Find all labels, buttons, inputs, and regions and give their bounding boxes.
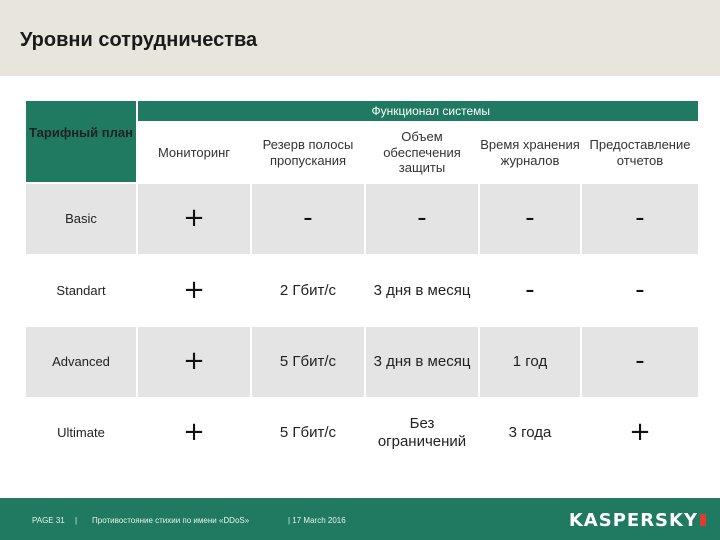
- table-cell: -: [582, 184, 698, 254]
- table-cell: -: [480, 256, 580, 326]
- footer-separator: |: [75, 516, 78, 525]
- row-header-basic: Basic: [26, 184, 136, 254]
- table-cell: +: [138, 398, 250, 468]
- table-cell: -: [582, 256, 698, 326]
- table-cell: -: [582, 327, 698, 397]
- row-header-standart: Standart: [26, 256, 136, 326]
- footer: [0, 498, 720, 540]
- table-cell: 5 Гбит/с: [252, 327, 364, 397]
- table-cell: Без ограничений: [366, 398, 478, 468]
- table-cell: +: [582, 398, 698, 468]
- table-cell: 1 год: [480, 327, 580, 397]
- footer-date: | 17 March 2016: [288, 516, 346, 525]
- table-cell: 3 дня в месяц: [366, 327, 478, 397]
- page-title: Уровни сотрудничества: [20, 29, 258, 51]
- column-header: Объем обеспечения защиты: [366, 123, 478, 182]
- table-cell: 5 Гбит/с: [252, 398, 364, 468]
- table-cell: 2 Гбит/с: [252, 256, 364, 326]
- table-cell: +: [138, 256, 250, 326]
- logo-badge-icon: [700, 514, 706, 526]
- table-cell: +: [138, 327, 250, 397]
- table-cell: 3 года: [480, 398, 580, 468]
- kaspersky-logo: [569, 510, 706, 530]
- group-header: Функционал системы: [138, 101, 698, 121]
- footer-page-label: PAGE 31: [32, 516, 65, 525]
- table-cell: -: [480, 184, 580, 254]
- table-cell: 3 дня в месяц: [366, 256, 478, 326]
- row-header-advanced: Advanced: [26, 327, 136, 397]
- table-cell: +: [138, 184, 250, 254]
- column-header: Время хранения журналов: [480, 123, 580, 182]
- table-cell: -: [252, 184, 364, 254]
- table-cell: -: [366, 184, 478, 254]
- column-header: Резерв полосы пропускания: [252, 123, 364, 182]
- logo-text: KASPERSKY: [568, 509, 698, 531]
- row-header-ultimate: Ultimate: [26, 398, 136, 468]
- column-header: Мониторинг: [138, 123, 250, 182]
- footer-presentation-title: Противостояние стихии по имени «DDoS»: [92, 516, 250, 525]
- corner-header: Тарифный план: [26, 101, 136, 182]
- column-header: Предоставление отчетов: [582, 123, 698, 182]
